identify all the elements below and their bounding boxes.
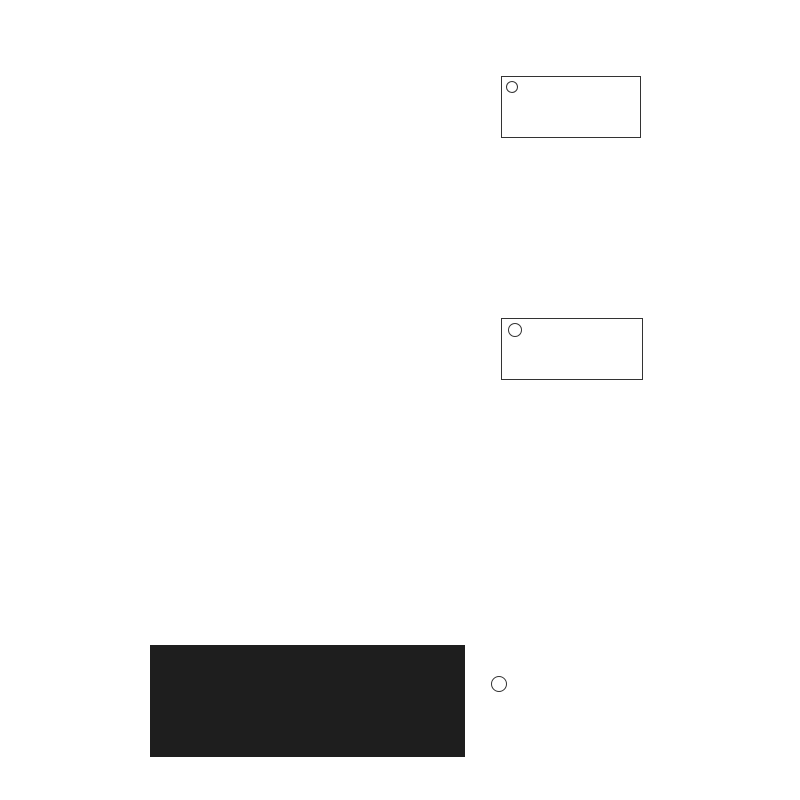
info-box <box>501 76 641 138</box>
black-keys-panel <box>150 645 465 757</box>
box-number <box>506 81 518 93</box>
info-box-bw <box>501 318 643 380</box>
colored-sticker-sheet <box>146 48 646 288</box>
box-number-bw <box>508 323 522 337</box>
black-info-box <box>491 670 643 748</box>
box-number-black <box>491 676 507 692</box>
